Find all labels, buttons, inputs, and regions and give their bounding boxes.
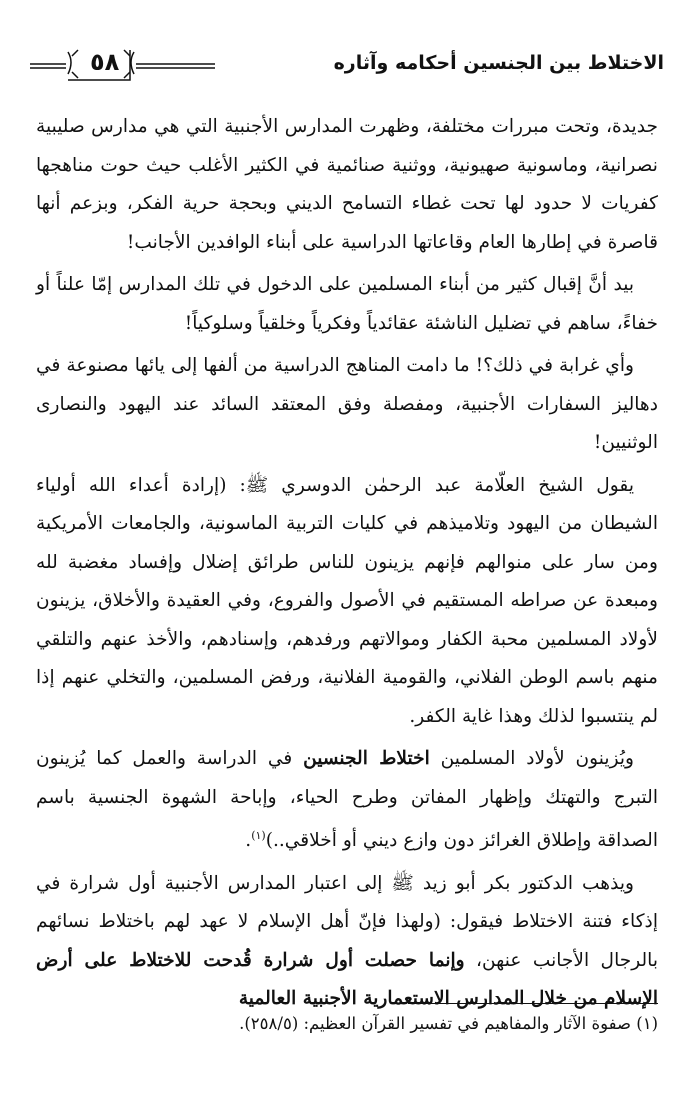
- page-header: [30, 38, 664, 94]
- footnote-marker: (١): [636, 1014, 658, 1033]
- paragraph-6: [36, 865, 658, 1019]
- paragraph-3: وأي غرابة في ذلك؟! ما دامت المناهج الدراسية من ألفها إلى يائها مصنوعة في دهاليز السفارات الأجنبية، ومفصلة وفق المعتقد السائد عند اليهود والنصارى الوثنيين!: [36, 355, 658, 453]
- footnote-text: صفوة الآثار والمفاهيم في تفسير القرآن العظيم: (٢٥٨/٥).: [239, 1014, 631, 1033]
- paragraph-5: [36, 740, 658, 861]
- paragraph-4: يقول الشيخ العلّامة عبد الرحمٰن الدوسري ﷺ: (إرادة أعداء الله أولياء الشيطان من اليهود وتلاميذهم في كليات التربية الماسونية، والجامعات الأمريكية ومن سار على منوالهم فإنهم يزينون للناس طرائق إضلال وإفساد مغضبة لله ومبعدة عن صراطه المستقيم في الأصول والفروع، وفي العقيدة والأخلاق، يزينون لأولاد المسلمين محبة الكفار وموالاتهم ورفدهم، وإسنادهم، والأخذ عنهم والتلقي منهم باسم الوطن الفلاني، والقومية الفلانية، ورفض المسلمين، والتخلي عنهم إذا لم ينتسبوا لذلك وهذا غاية الكفر.: [36, 474, 658, 727]
- running-title: الاختلاط بين الجنسين أحكامه وآثاره: [333, 52, 664, 74]
- highlighted-phrase: اختلاط الجنسين: [303, 748, 430, 769]
- bold-quote: وإنما حصلت أول شرارة قُدحت للاختلاط على أرض الإسلام من خلال المدارس الاستعمارية الأجنبية العالمية: [36, 949, 658, 1010]
- paragraph-5-end: .: [245, 830, 252, 852]
- paragraph-5-text: ويُزينون لأولاد المسلمين: [429, 748, 634, 769]
- paragraph-1: جديدة، وتحت مبررات مختلفة، وظهرت المدارس الأجنبية التي هي مدارس صليبية نصرانية، وماسونية صهيونية، ووثنية صنائمية في الكثير الأغلب حيث حوت مناهجها كفريات لا حدود لها تحت غطاء التسامح الديني وبحجة حرية الفكر، وبزعم أنها قاصرة في إطارها العام وقاعاتها الدراسية على أبناء الوافدين الأجانب!: [36, 116, 658, 253]
- paragraph-6-text: ويذهب الدكتور بكر أبو زيد ﷺ إلى اعتبار المدارس الأجنبية أول شرارة في إذكاء فتنة الاختلاط فيقول: (ولهذا فإنّ أهل الإسلام لا عهد لهم باختلاط نسائهم بالرجال الأجانب عنهن،: [36, 872, 658, 971]
- paragraph-2: بيد أنَّ إقبال كثير من أبناء المسلمين على الدخول في تلك المدارس إمّا علناً أو خفاءً، ساهم في تضليل الناشئة عقائدياً وفكرياً وخلقياً وسلوكياً!: [36, 274, 658, 334]
- footnote-reference: (١): [251, 829, 266, 842]
- footnote: [36, 1010, 658, 1038]
- paragraph-5-rest: في الدراسة والعمل كما يُزينون التبرج والتهتك وإظهار المفاتن وطرح الحياء، وإباحة الشهوة الجنسية باسم الصداقة وإطلاق الغرائز دون وازع ديني أو أخلاقي..): [36, 748, 658, 852]
- page-number: ٥٨: [90, 48, 120, 76]
- main-text: [36, 108, 658, 1023]
- footnote-divider: [408, 1003, 658, 1004]
- page-number-ornament: [30, 44, 215, 84]
